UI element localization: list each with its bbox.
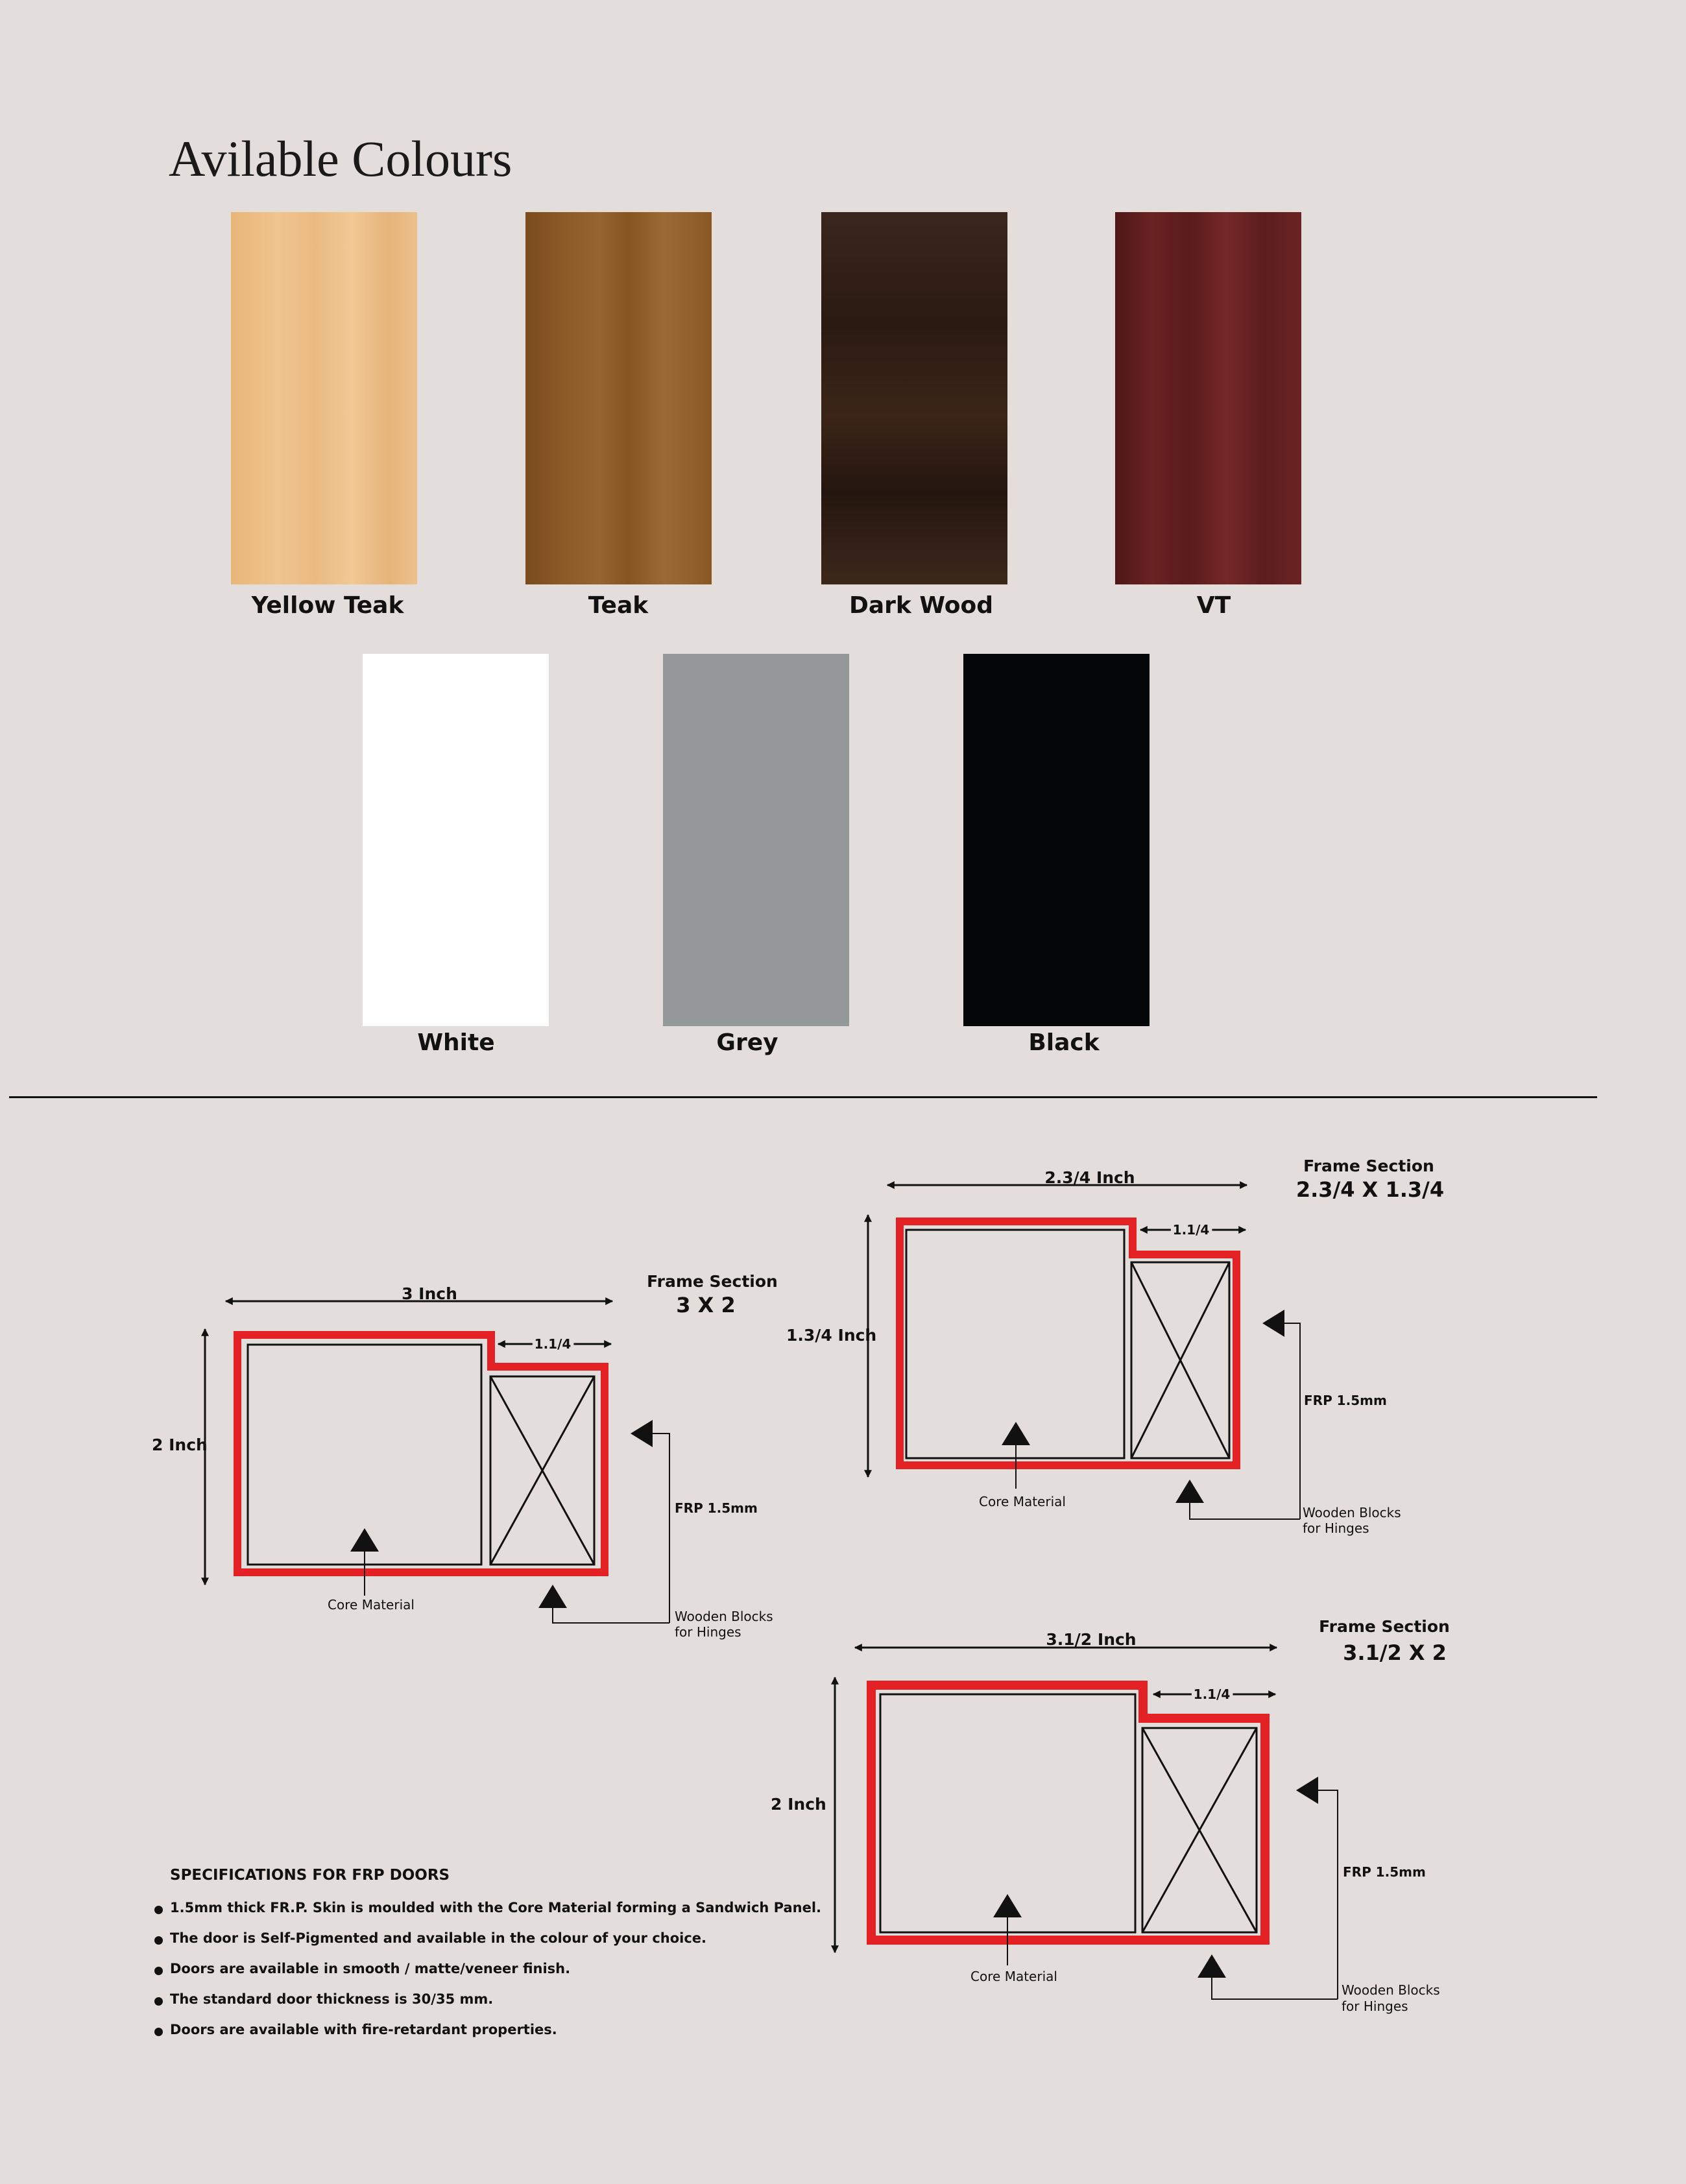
core-material-label: Core Material [328, 1597, 415, 1613]
frame-section-title: Frame Section [647, 1272, 778, 1291]
frame-section-title: Frame Section [1319, 1617, 1450, 1636]
frp-skin-outline [871, 1685, 1265, 1940]
swatch-label-vt: VT [1196, 592, 1231, 619]
height-label: 1.3/4 Inch [786, 1326, 877, 1345]
frp-label: FRP 1.5mm [1343, 1864, 1426, 1880]
frame-diagram-3x2 [152, 1272, 778, 1640]
frp-pointer-arrowhead [631, 1420, 653, 1447]
frame-section-size: 3.1/2 X 2 [1343, 1640, 1447, 1665]
rebate-label: 1.1/4 [1172, 1222, 1210, 1238]
rebate-label: 1.1/4 [1193, 1686, 1231, 1702]
frame-diagram-2-3-4x1-3-4 [786, 1157, 1444, 1536]
spec-item-text: Doors are available in smooth / matte/veneer finish. [170, 1961, 571, 1976]
specifications-section [151, 1867, 821, 2045]
frp-pointer-arrowhead [1296, 1777, 1318, 1804]
wooden-blocks-label-line2: for Hinges [1303, 1520, 1369, 1536]
spec-item-text: The door is Self-Pigmented and available in the colour of your choice. [170, 1930, 707, 1946]
bullet-icon [154, 2028, 163, 2036]
spec-item-text: The standard door thickness is 30/35 mm. [170, 1991, 494, 2007]
frp-label: FRP 1.5mm [1304, 1393, 1387, 1408]
spec-item-text: 1.5mm thick FR.P. Skin is moulded with the Core Material forming a Sandwich Panel. [170, 1900, 822, 1915]
frame-diagram-3-1-2x2 [771, 1617, 1450, 2014]
rebate-label: 1.1/4 [534, 1336, 572, 1352]
core-pointer-arrowhead [993, 1894, 1022, 1917]
blocks-pointer-arrowhead [1198, 1954, 1226, 1978]
blocks-pointer-arrowhead [538, 1585, 567, 1608]
height-label: 2 Inch [152, 1435, 208, 1454]
wooden-blocks-label: Wooden Blocks [1303, 1505, 1401, 1520]
frame-section-size: 3 X 2 [676, 1293, 736, 1317]
frp-skin-outline [237, 1335, 605, 1572]
height-label: 2 Inch [771, 1795, 826, 1814]
width-label: 3 Inch [402, 1284, 457, 1303]
specifications-list [151, 1893, 821, 2045]
wooden-blocks-label: Wooden Blocks [1342, 1982, 1440, 1998]
blocks-pointer-line [1212, 1976, 1338, 1999]
frp-pointer-line [1317, 1790, 1338, 1999]
wooden-blocks-label: Wooden Blocks [675, 1609, 773, 1624]
core-material-label: Core Material [979, 1494, 1066, 1509]
spec-item [151, 1954, 821, 1984]
bullet-icon [154, 1936, 163, 1945]
swatch-label-yellow-teak: Yellow Teak [251, 592, 404, 619]
frame-section-size: 2.3/4 X 1.3/4 [1295, 1177, 1445, 1202]
core-pointer-arrowhead [350, 1528, 379, 1552]
core-material-label: Core Material [970, 1969, 1057, 1984]
spec-item-text: Doors are available with fire-retardant properties. [170, 2022, 557, 2037]
core-pointer-arrowhead [1002, 1422, 1030, 1445]
frp-skin-outline [900, 1221, 1236, 1465]
blocks-pointer-line [1190, 1502, 1300, 1519]
spec-item [151, 1893, 821, 1923]
frp-pointer-arrowhead [1262, 1310, 1284, 1337]
spec-item [151, 1923, 821, 1954]
spec-item [151, 1984, 821, 2015]
swatch-label-black: Black [1028, 1029, 1100, 1056]
width-label: 3.1/2 Inch [1046, 1630, 1137, 1649]
blocks-pointer-line [553, 1607, 669, 1623]
bullet-icon [154, 1967, 163, 1975]
specifications-title: SPECIFICATIONS FOR FRP DOORS [170, 1867, 450, 1884]
frp-label: FRP 1.5mm [675, 1500, 758, 1516]
frp-pointer-line [651, 1434, 669, 1623]
swatch-label-dark-wood: Dark Wood [849, 592, 994, 619]
spec-item [151, 2015, 821, 2045]
width-label: 2.3/4 Inch [1044, 1168, 1135, 1187]
bullet-icon [154, 1906, 163, 1914]
frp-pointer-line [1283, 1323, 1300, 1519]
wooden-blocks-label-line2: for Hinges [1342, 1998, 1408, 2014]
swatch-label-grey: Grey [716, 1029, 778, 1056]
blocks-pointer-arrowhead [1175, 1480, 1204, 1503]
swatch-label-white: White [417, 1029, 495, 1056]
wooden-blocks-label-line2: for Hinges [675, 1624, 741, 1640]
frame-section-title: Frame Section [1303, 1157, 1434, 1175]
swatch-label-teak: Teak [588, 592, 649, 619]
page-title: Avilable Colours [169, 130, 512, 187]
bullet-icon [154, 1997, 163, 2006]
